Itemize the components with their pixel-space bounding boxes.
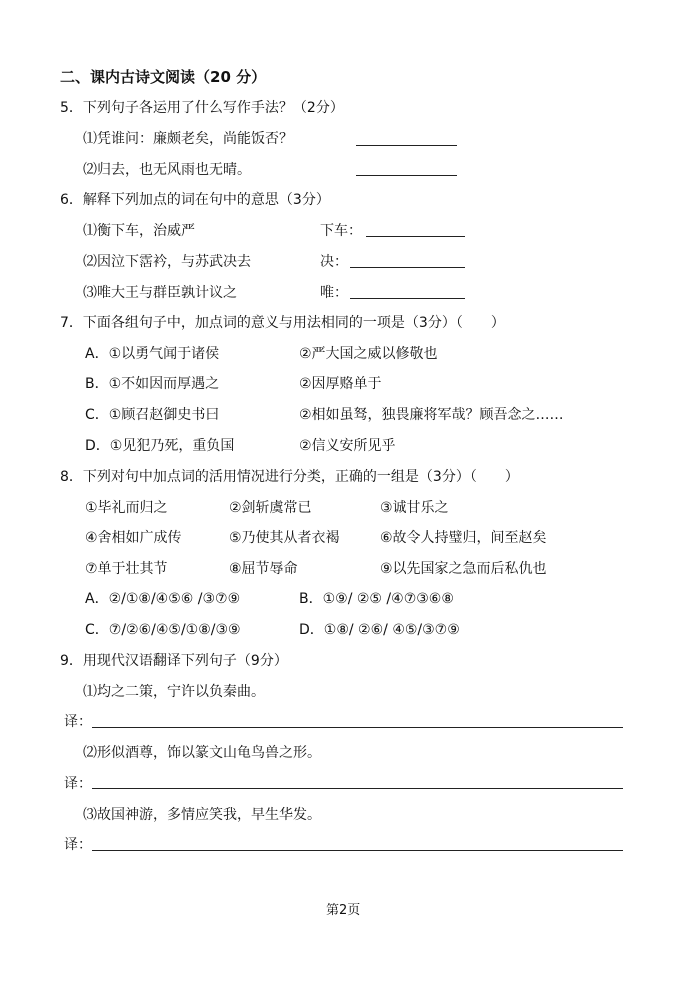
grid-item: ②剑斩虞常已 [229,500,312,516]
grid-item: ④舍相如广成传 [85,530,182,546]
question-5-item-2: ⑵归去，也无风雨也无晴。 [83,162,251,178]
grid-item: ⑦单于壮其节 [85,561,168,577]
option-a: A．②/①⑧/④⑤⑥ /③⑦⑨ [85,591,241,607]
section-title: 二、课内古诗文阅读（20 分） [60,68,267,86]
grid-item: ⑥故令人持璧归，间至赵矣 [380,530,547,546]
question-5-stem: 5．下列句子各运用了什么写作手法？（2分） [60,100,344,116]
grid-item: ⑧屈节辱命 [229,561,298,577]
word-label: 唯： [320,285,348,301]
question-6-stem: 6．解释下列加点的词在句中的意思（3分） [60,192,330,208]
grid-item: ⑤乃使其从者衣褐 [229,530,340,546]
answer-blank[interactable] [366,236,465,237]
option-b: B．①⑨/ ②⑤ /④⑦③⑥⑧ [299,591,454,607]
translation-line[interactable] [92,727,623,728]
answer-blank[interactable] [350,267,465,268]
question-9-item-2: ⑵形似酒尊，饰以篆文山龟鸟兽之形。 [83,745,321,761]
question-5-item-1: ⑴凭谁问：廉颇老矣，尚能饭否？ [83,131,293,147]
question-6-item-2: ⑵因泣下霑衿，与苏武决去 [83,254,251,270]
option-b-2: ②因厚赂单于 [299,376,382,392]
option-a-1: A．①以勇气闻于诸侯 [85,346,220,362]
option-c-2: ②相如虽驽，独畏廉将军哉？顾吾念之…… [299,407,564,423]
question-8-stem: 8．下列对句中加点词的活用情况进行分类，正确的一组是（3分）（ ） [60,469,519,485]
option-d-2: ②信义安所见乎 [299,438,396,454]
answer-blank[interactable] [350,298,465,299]
question-9-stem: 9．用现代汉语翻译下列句子（9分） [60,653,288,669]
grid-item: ③诚甘乐之 [380,500,449,516]
option-b-1: B．①不如因而厚遇之 [85,376,220,392]
question-7-stem: 7．下面各组句子中，加点词的意义与用法相同的一项是（3分）（ ） [60,315,505,331]
answer-blank[interactable] [356,145,457,146]
grid-item: ①毕礼而归之 [85,500,168,516]
page-number: 第2页 [326,903,361,918]
translate-label: 译： [64,776,92,792]
translate-label: 译： [64,714,92,730]
option-a-2: ②严大国之威以修敬也 [299,346,438,362]
option-c: C．⑦/②⑥/④⑤/①⑧/③⑨ [85,622,241,638]
question-6-item-3: ⑶唯大王与群臣孰计议之 [83,285,237,301]
question-9-item-3: ⑶故国神游，多情应笑我，早生华发。 [83,807,321,823]
answer-blank[interactable] [356,175,457,176]
grid-item: ⑨以先国家之急而后私仇也 [380,561,547,577]
word-label: 决： [320,254,348,270]
translation-line[interactable] [92,850,623,851]
translate-label: 译： [64,837,92,853]
question-6-item-1: ⑴衡下车，治威严 [83,223,195,239]
option-d: D．①⑧/ ②⑥/ ④⑤/③⑦⑨ [299,622,460,638]
word-label: 下车： [320,223,362,239]
translation-line[interactable] [92,788,623,789]
option-d-1: D．①见犯乃死，重负国 [85,438,235,454]
option-c-1: C．①顾召赵御史书曰 [85,407,220,423]
question-9-item-1: ⑴均之二策，宁许以负秦曲。 [83,684,265,700]
